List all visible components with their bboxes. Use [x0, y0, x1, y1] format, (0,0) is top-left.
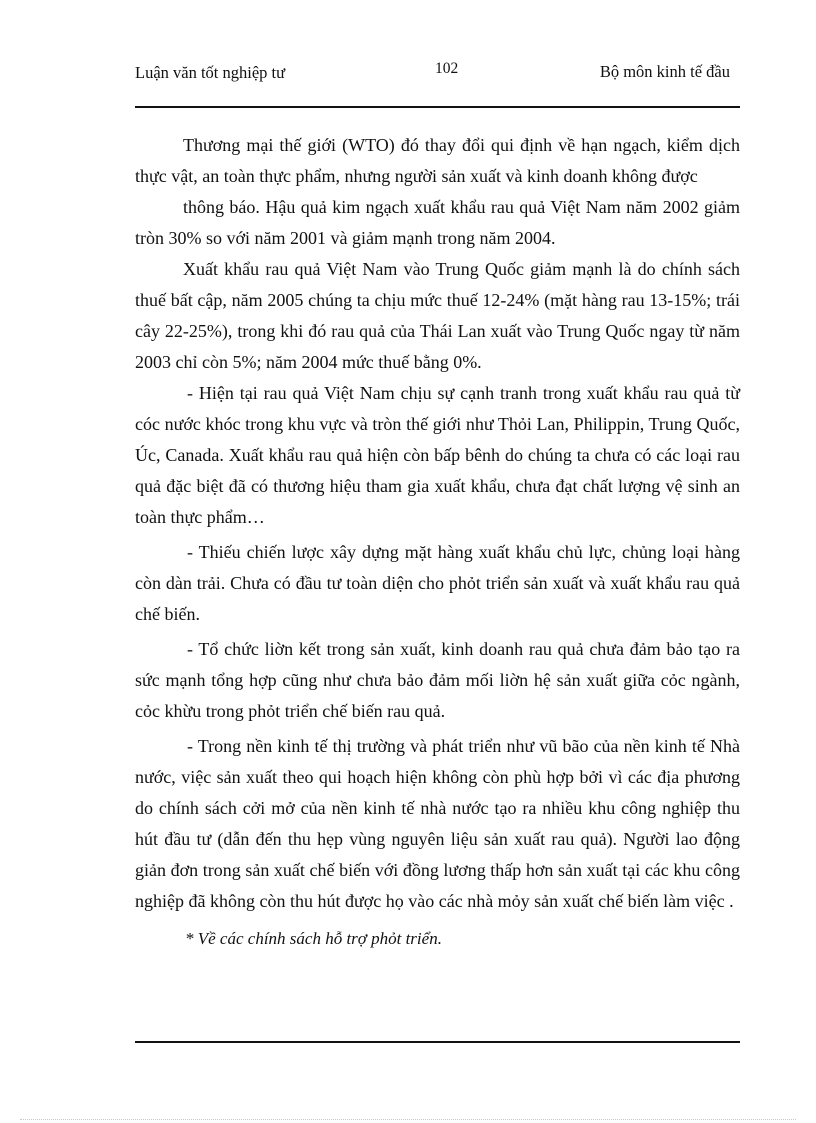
page-bottom-dotted-line [20, 1119, 796, 1120]
subheading-support-policies: * Về các chính sách hỗ trợ phỏt triển. [185, 929, 442, 948]
header-department-label: Bộ môn kinh tế đầu [599, 62, 730, 81]
paragraph-organization: - Tổ chức liờn kết trong sản xuất, kinh doanh rau quả chưa đảm bảo tạo ra sức mạnh tổng hợp cũng như chưa bảo đảm mối liờn hệ sản xuất giữa cỏc ngành, cỏc khừu trong phỏt triển chế biến rau quả. [135, 639, 740, 721]
header-thesis-label: Luận văn tốt nghiệp tư [135, 63, 286, 82]
footer-rule [135, 1041, 740, 1043]
paragraph-market-economy: - Trong nền kinh tế thị trường và phát triển như vũ bão của nền kinh tế Nhà nước, việc sản xuất theo qui hoạch hiện không còn phù hợp bởi vì các địa phương do chính sách cởi mở của nền kinh tế nhà nước tạo ra nhiều khu công nghiệp thu hút đầu tư (dẫn đến thu hẹp vùng nguyên liệu sản xuất rau quả). Người lao động giản đơn trong sản xuất chế biến với đồng lương thấp hơn sản xuất tại các khu công nghiệp đã không còn thu hút được họ vào các nhà mỏy sản xuất chế biến làm việc . [135, 736, 740, 911]
document-body [135, 130, 740, 954]
page-header [135, 58, 740, 108]
paragraph-consequence: thông báo. Hậu quả kim ngạch xuất khẩu rau quả Việt Nam năm 2002 giảm tròn 30% so với năm 2001 và giảm mạnh trong năm 2004. [135, 197, 740, 248]
page-number: 102 [435, 60, 459, 77]
paragraph-wto: Thương mại thế giới (WTO) đó thay đổi qui định về hạn ngạch, kiểm dịch thực vật, an toàn thực phẩm, nhưng người sản xuất và kinh doanh không được [135, 135, 740, 186]
paragraph-china-tax: Xuất khẩu rau quả Việt Nam vào Trung Quốc giảm mạnh là do chính sách thuế bất cập, năm 2005 chúng ta chịu mức thuế 12-24% (mặt hàng rau 13-15%; trái cây 22-25%), trong khi đó rau quả của Thái Lan xuất vào Trung Quốc ngay từ năm 2003 chỉ còn 5%; năm 2004 mức thuế bằng 0%. [135, 259, 740, 372]
paragraph-competition: - Hiện tại rau quả Việt Nam chịu sự cạnh tranh trong xuất khẩu rau quả từ cóc nước khóc trong khu vực và tròn thế giới như Thỏi Lan, Philippin, Trung Quốc, Úc, Canada. Xuất khẩu rau quả hiện còn bấp bênh do chúng ta chưa có các loại rau quả đặc biệt đã có thương hiệu tham gia xuất khẩu, chưa đạt chất lượng vệ sinh an toàn thực phẩm… [135, 383, 740, 527]
paragraph-strategy: - Thiếu chiến lược xây dựng mặt hàng xuất khẩu chủ lực, chủng loại hàng còn dàn trải. Chưa có đầu tư toàn diện cho phỏt triển sản xuất và xuất khẩu rau quả chế biến. [135, 542, 740, 624]
